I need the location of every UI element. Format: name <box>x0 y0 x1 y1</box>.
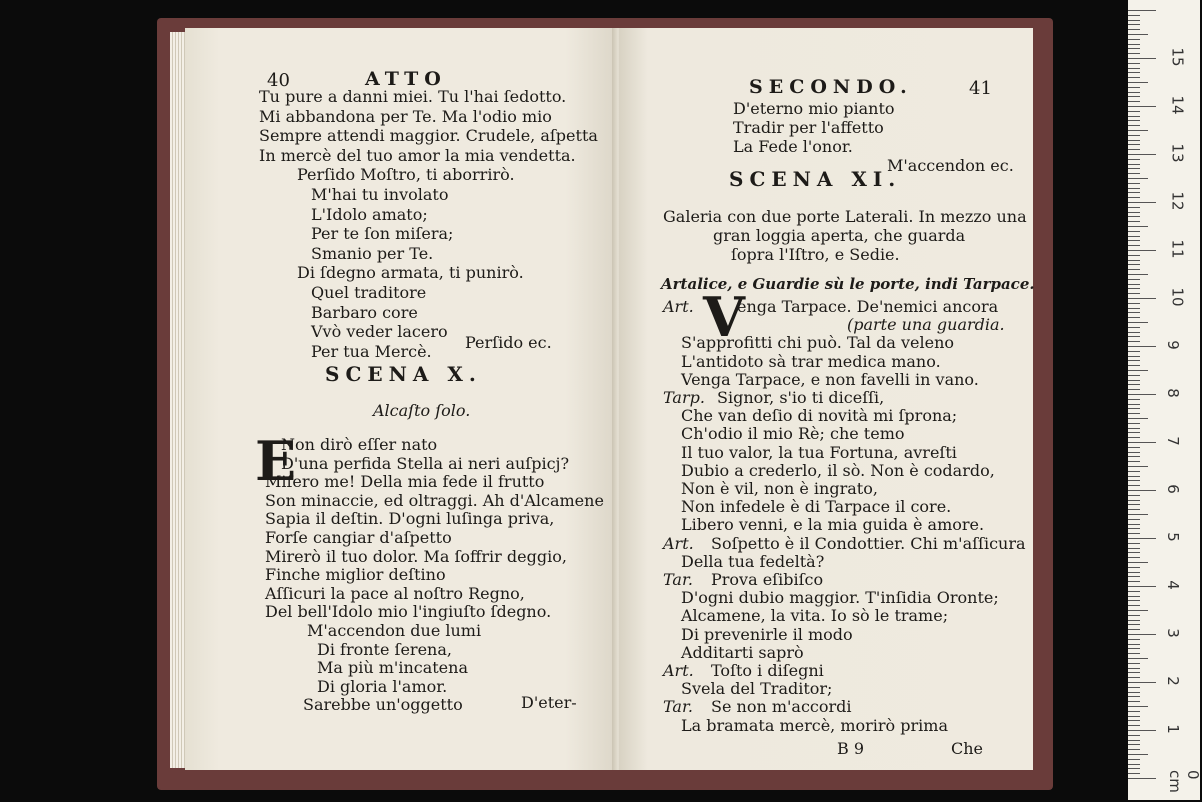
scene-line: D'una perfida Stella ai neri auſpicj? <box>281 453 570 473</box>
ruler-tick <box>1128 701 1140 702</box>
verse-line: Tradir per l'affetto <box>733 118 884 137</box>
ruler-tick <box>1128 596 1140 597</box>
ruler-tick <box>1128 332 1140 333</box>
verse-line: Per tua Mercè. <box>311 341 432 361</box>
ruler-tick <box>1128 418 1148 419</box>
ruler-tick <box>1128 399 1140 400</box>
ruler-tick <box>1128 538 1156 539</box>
ruler-tick <box>1128 447 1140 448</box>
ruler-tick <box>1128 120 1140 121</box>
verse-line: L'Idolo amato; <box>311 204 428 224</box>
ruler-tick <box>1128 495 1140 496</box>
drop-cap: V <box>703 285 745 349</box>
ruler-tick <box>1128 629 1140 630</box>
ruler-tick <box>1128 92 1140 93</box>
ruler-tick <box>1128 677 1140 678</box>
ruler-tick <box>1128 500 1140 501</box>
ruler-tick <box>1128 356 1140 357</box>
speaker-label: Art. <box>663 661 694 680</box>
ruler-tick <box>1128 370 1148 371</box>
dialogue-line: Se non m'accordi <box>711 697 852 717</box>
ruler-tick <box>1128 692 1140 693</box>
setting-line-3: ſopra l'Iſtro, e Sedie. <box>731 245 900 264</box>
ruler-tick <box>1128 216 1140 217</box>
ruler-tick <box>1128 15 1140 16</box>
scene-subtitle: Alcaſto ſolo. <box>373 401 471 420</box>
ruler-tick <box>1128 567 1140 568</box>
ruler-tick <box>1128 226 1148 227</box>
ruler-tick <box>1128 202 1156 203</box>
ruler-tick <box>1128 39 1140 40</box>
ruler-tick <box>1128 653 1140 654</box>
speaker-label: Art. <box>663 533 694 553</box>
ruler-tick <box>1128 308 1140 309</box>
ruler-tick <box>1128 548 1140 549</box>
ruler-tick <box>1128 485 1140 486</box>
ruler-tick <box>1128 221 1140 222</box>
dialogue-line: Prova eſibiſco <box>711 570 824 589</box>
ruler-tick <box>1128 759 1140 760</box>
scene-line: Del bell'Idolo mio l'ingiuſto ſdegno. <box>265 602 552 622</box>
ruler-tick <box>1128 428 1140 429</box>
ruler-tick <box>1128 624 1140 625</box>
dialogue-line: Svela del Traditor; <box>681 679 833 699</box>
ruler-tick <box>1128 77 1140 78</box>
ruler-tick <box>1128 509 1140 510</box>
scene-line: Sarebbe un'oggetto <box>303 695 463 715</box>
scene-line: Sapia il deſtin. D'ogni luſinga priva, <box>265 509 555 529</box>
ruler-tick <box>1128 260 1140 261</box>
catchword: D'eter- <box>521 693 577 712</box>
ruler-tick <box>1128 336 1140 337</box>
ruler-tick <box>1128 658 1148 659</box>
scene-title: SCENA X. <box>325 362 482 386</box>
ruler-tick <box>1128 591 1140 592</box>
ruler-tick <box>1128 778 1156 779</box>
ruler-tick <box>1128 351 1140 352</box>
ruler-tick <box>1128 365 1140 366</box>
ruler-tick <box>1128 615 1140 616</box>
dialogue-line: Soſpetto è il Condottier. Chi m'aſſicura <box>711 533 1026 553</box>
ruler-tick <box>1128 317 1140 318</box>
ruler-tick <box>1128 423 1140 424</box>
ruler-tick <box>1128 562 1148 563</box>
ruler-tick <box>1128 250 1156 251</box>
ruler-tick <box>1128 327 1140 328</box>
dialogue-line: (parte una guardia. <box>847 315 1005 335</box>
ruler-number: 9 <box>1163 340 1182 350</box>
ruler-tick <box>1128 620 1140 621</box>
signature-mark: B 9 <box>837 739 865 758</box>
ruler-tick <box>1128 29 1140 30</box>
ruler-tick <box>1128 183 1140 184</box>
ruler-tick <box>1128 581 1140 582</box>
left-page <box>185 28 617 770</box>
ruler-tick <box>1128 53 1140 54</box>
ruler-tick <box>1128 576 1140 577</box>
ruler-tick <box>1128 82 1148 83</box>
ruler-number: 8 <box>1163 388 1182 398</box>
ruler-tick <box>1128 298 1156 299</box>
ruler-tick <box>1128 279 1140 280</box>
ruler-number: 13 <box>1168 143 1187 163</box>
scene-line: Non dirò eſſer nato <box>281 435 438 454</box>
setting-line-2: gran loggia aperta, che guarda <box>713 226 966 245</box>
ruler-tick <box>1128 63 1140 64</box>
ruler-tick <box>1128 140 1140 141</box>
ruler-tick <box>1128 644 1140 645</box>
ruler-number: 6 <box>1163 484 1182 494</box>
ruler-tick <box>1128 404 1140 405</box>
ruler-tick <box>1128 322 1148 323</box>
verse-line: Mi abbandona per Te. Ma l'odio mio <box>259 106 552 126</box>
ruler-tick <box>1128 504 1140 505</box>
speaker-label: Tar. <box>663 570 693 589</box>
speaker-label: Tar. <box>663 697 693 717</box>
ruler-tick <box>1128 706 1148 707</box>
ruler-tick <box>1128 764 1140 765</box>
ruler-tick <box>1128 111 1140 112</box>
ruler-number: 10 <box>1168 287 1187 307</box>
ruler-tick <box>1128 20 1140 21</box>
ruler-tick <box>1128 572 1140 573</box>
ruler-tick <box>1128 466 1148 467</box>
ruler-tick <box>1128 192 1140 193</box>
ruler-tick <box>1128 394 1156 395</box>
verse-line: Perſido ec. <box>465 333 552 352</box>
page-header: ATTO <box>365 68 447 90</box>
ruler-tick <box>1128 380 1140 381</box>
ruler-tick <box>1128 716 1140 717</box>
ruler-tick <box>1128 432 1140 433</box>
dialogue-line: L'antidoto sà trar medica mano. <box>681 351 941 371</box>
verse-line: Sempre attendi maggior. Crudele, aſpetta <box>259 126 598 146</box>
page-header: SECONDO. <box>749 76 913 98</box>
dialogue-line: Libero venni, e la mia guida è amore. <box>681 515 985 535</box>
verse-line: M'hai tu involato <box>311 185 449 204</box>
ruler-number: 3 <box>1163 628 1182 638</box>
setting-line-1: Galeria con due porte Laterali. In mezzo una <box>663 207 1027 226</box>
ruler-tick <box>1128 730 1156 731</box>
speaker-label: Tarp. <box>663 388 705 407</box>
ruler-number: 0 cm <box>1166 770 1202 793</box>
verse-line: Perſido Moſtro, ti aborrirò. <box>297 165 515 185</box>
ruler-number: 12 <box>1168 191 1187 211</box>
scene-line: Forſe cangiar d'aſpetto <box>265 528 452 547</box>
right-page <box>619 28 1033 770</box>
ruler-tick <box>1128 48 1140 49</box>
scene-line: Son minaccie, ed oltraggi. Ah d'Alcamene <box>265 490 604 510</box>
dialogue-line: Toſto i diſegni <box>711 661 824 680</box>
character-list: Artalice, e Guardie sù le porte, indi Tarpace. <box>661 275 1035 293</box>
dialogue-line: Ch'odio il mio Rè; che temo <box>681 424 905 444</box>
ruler-tick <box>1128 173 1140 174</box>
ruler-tick <box>1128 476 1140 477</box>
ruler-tick <box>1128 773 1140 774</box>
ruler-number: 2 <box>1163 676 1182 686</box>
dialogue-line: Non è vil, non è ingrato, <box>681 479 878 498</box>
ruler-tick <box>1128 293 1140 294</box>
dialogue-line: enga Tarpace. De'nemici ancora <box>737 297 999 316</box>
ruler-tick <box>1128 341 1140 342</box>
ruler-tick <box>1128 437 1140 438</box>
ruler-tick <box>1128 360 1140 361</box>
ruler-tick <box>1128 207 1140 208</box>
ruler-tick <box>1128 720 1140 721</box>
ruler-tick <box>1128 34 1148 35</box>
dialogue-line: Che van deſio di novità mi ſprona; <box>681 406 958 426</box>
dialogue-line: La bramata mercè, morirò prima <box>681 715 948 735</box>
ruler-tick <box>1128 749 1140 750</box>
ruler-number: 11 <box>1168 239 1187 259</box>
ruler-number: 5 <box>1163 532 1182 542</box>
ruler-tick <box>1128 255 1140 256</box>
ruler-tick <box>1128 711 1140 712</box>
ruler-tick <box>1128 586 1156 587</box>
verse-line: La Fede l'onor. <box>733 137 853 156</box>
ruler-tick <box>1128 648 1140 649</box>
verse-line: Di ſdegno armata, ti punirò. <box>297 263 524 283</box>
ruler-number: 7 <box>1163 436 1182 446</box>
ruler-tick <box>1128 490 1156 491</box>
ruler-tick <box>1128 274 1148 275</box>
ruler-tick <box>1128 10 1156 11</box>
dialogue-line: Dubio a crederlo, il sò. Non è codardo, <box>681 460 995 480</box>
ruler-tick <box>1128 452 1140 453</box>
ruler-tick <box>1128 96 1140 97</box>
verse-line: Quel traditore <box>311 283 427 302</box>
ruler-tick <box>1128 668 1140 669</box>
ruler-tick <box>1128 68 1140 69</box>
ruler-tick <box>1128 456 1140 457</box>
ruler-number: 4 <box>1163 580 1182 590</box>
ruler-tick <box>1128 58 1156 59</box>
ruler-tick <box>1128 312 1140 313</box>
ruler-tick <box>1128 24 1140 25</box>
dialogue-line: Venga Tarpace, e non favelli in vano. <box>681 369 979 389</box>
ruler-tick <box>1128 413 1140 414</box>
dialogue-line: Della tua fedeltà? <box>681 551 825 571</box>
verse-line: D'eterno mio pianto <box>733 99 895 118</box>
ruler-tick <box>1128 480 1140 481</box>
ruler-tick <box>1128 125 1140 126</box>
ruler-tick <box>1128 442 1156 443</box>
ruler-tick <box>1128 159 1140 160</box>
ruler-tick <box>1128 639 1140 640</box>
ruler-tick <box>1128 663 1140 664</box>
ruler-tick <box>1128 44 1140 45</box>
page-number: 40 <box>267 70 290 91</box>
ruler-tick <box>1128 375 1140 376</box>
ruler-tick <box>1128 240 1140 241</box>
ruler-tick <box>1128 101 1140 102</box>
scene-line: Mirerò il tuo dolor. Ma ſoffrir deggio, <box>265 546 567 566</box>
speaker-label: Art. <box>663 297 694 316</box>
ruler-tick <box>1128 135 1140 136</box>
ruler-tick <box>1128 672 1140 673</box>
verse-line: Vvò veder lacero <box>311 322 448 342</box>
ruler-tick <box>1128 231 1140 232</box>
ruler-tick <box>1128 149 1140 150</box>
scene-line: M'accendon due lumi <box>307 621 482 640</box>
ruler-tick <box>1128 116 1140 117</box>
ruler-tick <box>1128 178 1148 179</box>
dialogue-line: Signor, s'io ti diceſſi, <box>717 388 885 407</box>
verse-line: Per te ſon miſera; <box>311 224 454 244</box>
ruler-tick <box>1128 168 1140 169</box>
ruler-tick <box>1128 389 1140 390</box>
verse-line: Smanio per Te. <box>311 243 434 263</box>
ruler-tick <box>1128 687 1140 688</box>
ruler-tick <box>1128 634 1156 635</box>
scene-line: Di fronte ſerena, <box>317 639 452 659</box>
ruler-tick <box>1128 461 1140 462</box>
ruler-tick <box>1128 471 1140 472</box>
ruler-tick <box>1128 236 1140 237</box>
ruler-tick <box>1128 288 1140 289</box>
ruler-tick <box>1128 245 1140 246</box>
ruler-tick <box>1128 87 1140 88</box>
measuring-ruler <box>1128 0 1200 800</box>
ruler-tick <box>1128 528 1140 529</box>
ruler-tick <box>1128 303 1140 304</box>
verse-line: Barbaro core <box>311 302 418 322</box>
verse-line: In mercè del tuo amor la mia vendetta. <box>259 145 576 165</box>
ruler-tick <box>1128 605 1140 606</box>
verse-line: Tu pure a danni miei. Tu l'hai ſedotto. <box>259 87 567 106</box>
ruler-tick <box>1128 744 1140 745</box>
ruler-tick <box>1128 725 1140 726</box>
scene-line: Ma più m'incatena <box>317 658 468 678</box>
scene-line: Miſero me! Della mia fede il frutto <box>265 472 545 492</box>
dialogue-line: Non infedele è di Tarpace il core. <box>681 497 952 517</box>
ruler-tick <box>1128 768 1140 769</box>
dialogue-line: S'approfitti chi può. Tal da veleno <box>681 333 955 353</box>
ruler-tick <box>1128 754 1148 755</box>
ruler-tick <box>1128 154 1156 155</box>
ruler-number: 15 <box>1168 47 1187 67</box>
ruler-tick <box>1128 144 1140 145</box>
ruler-tick <box>1128 524 1140 525</box>
dialogue-line: Il tuo valor, la tua Fortuna, avreſti <box>681 442 957 462</box>
ruler-number: 14 <box>1168 95 1187 115</box>
ruler-tick <box>1128 552 1140 553</box>
ruler-tick <box>1128 188 1140 189</box>
ruler-tick <box>1128 284 1140 285</box>
dialogue-line: Di prevenirle il modo <box>681 624 853 644</box>
page-number: 41 <box>969 78 992 99</box>
verse-line: M'accendon ec. <box>887 156 1014 175</box>
ruler-tick <box>1128 408 1140 409</box>
dialogue-line: Alcamene, la vita. Io sò le trame; <box>681 606 949 626</box>
catchword: Che <box>951 739 984 758</box>
scene-line: Di gloria l'amor. <box>317 676 448 696</box>
ruler-tick <box>1128 682 1156 683</box>
ruler-tick <box>1128 514 1148 515</box>
ruler-tick <box>1128 130 1148 131</box>
ruler-tick <box>1128 696 1140 697</box>
ruler-tick <box>1128 264 1140 265</box>
ruler-tick <box>1128 212 1140 213</box>
scene-line: Aſſicuri la pace al noſtro Regno, <box>265 583 525 603</box>
ruler-tick <box>1128 600 1140 601</box>
ruler-tick <box>1128 740 1140 741</box>
dialogue-line: Additarti saprò <box>681 642 804 662</box>
dialogue-line: D'ogni dubio maggior. T'inſidia Oronte; <box>681 588 999 608</box>
ruler-tick <box>1128 610 1148 611</box>
ruler-tick <box>1128 557 1140 558</box>
ruler-tick <box>1128 735 1140 736</box>
ruler-tick <box>1128 543 1140 544</box>
ruler-number: 1 <box>1163 724 1182 734</box>
ruler-tick <box>1128 197 1140 198</box>
scene-line: Finche miglior deſtino <box>265 565 446 585</box>
ruler-tick <box>1128 106 1156 107</box>
ruler-tick <box>1128 384 1140 385</box>
ruler-tick <box>1128 164 1140 165</box>
ruler-tick <box>1128 533 1140 534</box>
scene-title: SCENA XI. <box>729 167 902 191</box>
ruler-tick <box>1128 519 1140 520</box>
ruler-tick <box>1128 269 1140 270</box>
ruler-tick <box>1128 72 1140 73</box>
drop-cap: E <box>255 429 297 493</box>
ruler-tick <box>1128 346 1156 347</box>
